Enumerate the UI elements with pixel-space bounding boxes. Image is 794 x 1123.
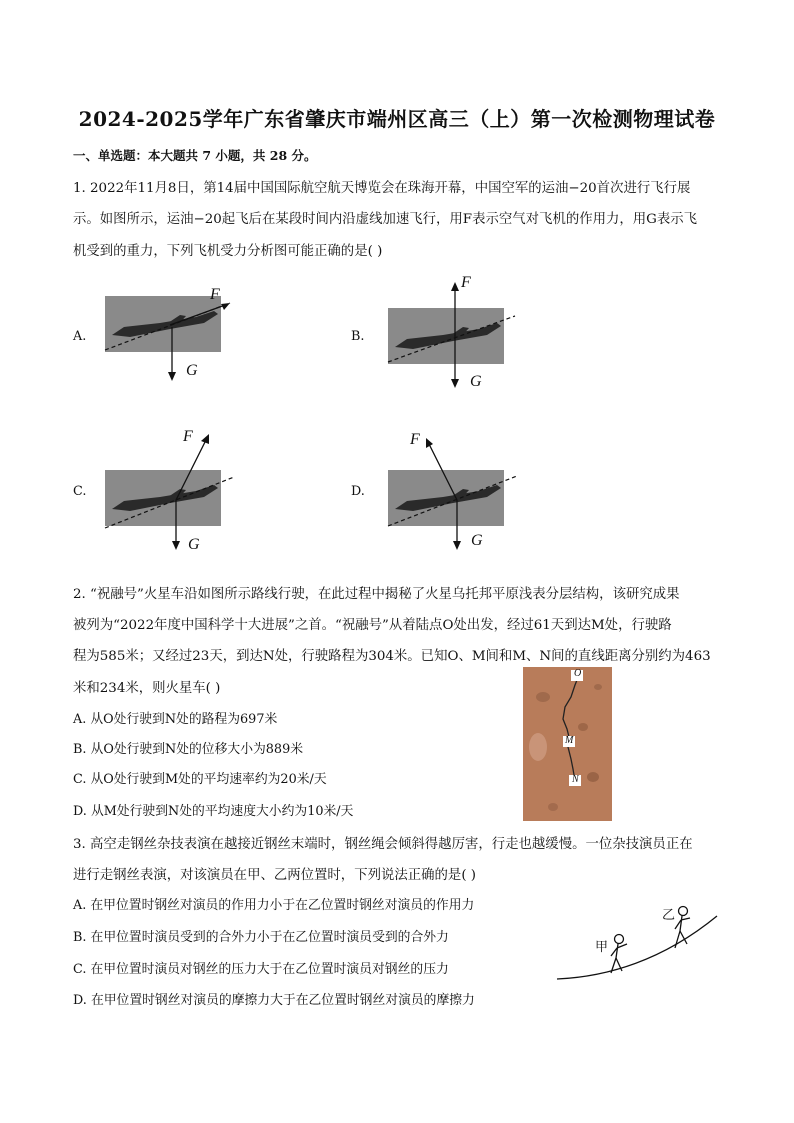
q1b-gravity-label: G	[470, 373, 482, 390]
q1c-gravity-label: G	[188, 536, 200, 553]
q2-line-4: 米和234米，则火星车( )	[73, 681, 221, 696]
q2-option-a: A. 从O处行驶到N处的路程为697米	[73, 712, 278, 727]
q1-figure-c	[100, 430, 240, 555]
q1a-gravity-label: G	[186, 362, 198, 379]
q3-line-1: 3. 高空走钢丝杂技表演在越接近钢丝末端时，钢丝绳会倾斜得越厉害，行走也越缓慢。一位杂技演员正在	[73, 837, 693, 852]
q1-option-a-label: A.	[73, 329, 87, 344]
q2-line-2: 被列为“2022年度中国科学十大进展”之首。“祝融号”从着陆点O处出发，经过61天到达M处，行驶路	[73, 618, 672, 633]
q3-option-b: B. 在甲位置时演员受到的合外力小于在乙位置时演员受到的合外力	[73, 930, 449, 945]
q1a-force-label: F	[210, 286, 220, 303]
q1d-gravity-label: G	[471, 532, 483, 549]
label-yi: 乙	[662, 907, 676, 922]
q1-line-3: 机受到的重力，下列飞机受力分析图可能正确的是( )	[73, 244, 383, 259]
performer-yi	[675, 907, 690, 949]
q2-option-b: B. 从O处行驶到N处的位移大小为889米	[73, 742, 304, 757]
map-label-n: N	[572, 774, 579, 785]
q1-line-2: 示。如图所示，运油−20起飞后在某段时间内沿虚线加速飞行，用F表示空气对飞机的作用力，用G表示飞	[73, 212, 698, 227]
q1b-force-label: F	[461, 274, 471, 291]
q3-option-a: A. 在甲位置时钢丝对演员的作用力小于在乙位置时钢丝对演员的作用力	[73, 898, 475, 913]
q1c-force-label: F	[183, 428, 193, 445]
q2-line-1: 2. “祝融号”火星车沿如图所示路线行驶，在此过程中揭秘了火星乌托邦平原浅表分层结构，该研究成果	[73, 587, 680, 602]
q1-option-c-label: C.	[73, 484, 87, 499]
q3-option-d: D. 在甲位置时钢丝对演员的摩擦力大于在乙位置时钢丝对演员的摩擦力	[73, 993, 475, 1008]
q1-figure-d	[383, 430, 523, 555]
label-jia: 甲	[595, 939, 609, 954]
q1-line-1: 1. 2022年11月8日，第14届中国国际航空航天博览会在珠海开幕，中国空军的运油−20首次进行飞行展	[73, 181, 691, 196]
q2-option-d: D. 从M处行驶到N处的平均速度大小约为10米/天	[73, 804, 354, 819]
q1d-force-label: F	[410, 431, 420, 448]
section-heading: 一、单选题：本大题共 7 小题，共 28 分。	[73, 148, 317, 163]
q2-option-c: C. 从O处行驶到M处的平均速率约为20米/天	[73, 772, 327, 787]
page-title: 2024-2025学年广东省肇庆市端州区高三（上）第一次检测物理试卷	[78, 107, 716, 131]
q1-figure-b	[383, 278, 523, 393]
q2-line-3: 程为585米；又经过23天，到达N处，行驶路程为304米。已知O、M间和M、N间的直线距离分别约为463	[73, 649, 711, 664]
q1-option-d-label: D.	[351, 484, 365, 499]
tightrope-figure	[555, 900, 725, 985]
map-label-m: M	[565, 735, 574, 746]
q3-line-2: 进行走钢丝表演，对该演员在甲、乙两位置时，下列说法正确的是( )	[73, 868, 477, 883]
q1-option-b-label: B.	[351, 329, 365, 344]
tightrope-wire	[557, 916, 717, 979]
map-label-o: O	[574, 668, 582, 679]
q3-option-c: C. 在甲位置时演员对钢丝的压力大于在乙位置时演员对钢丝的压力	[73, 962, 449, 977]
